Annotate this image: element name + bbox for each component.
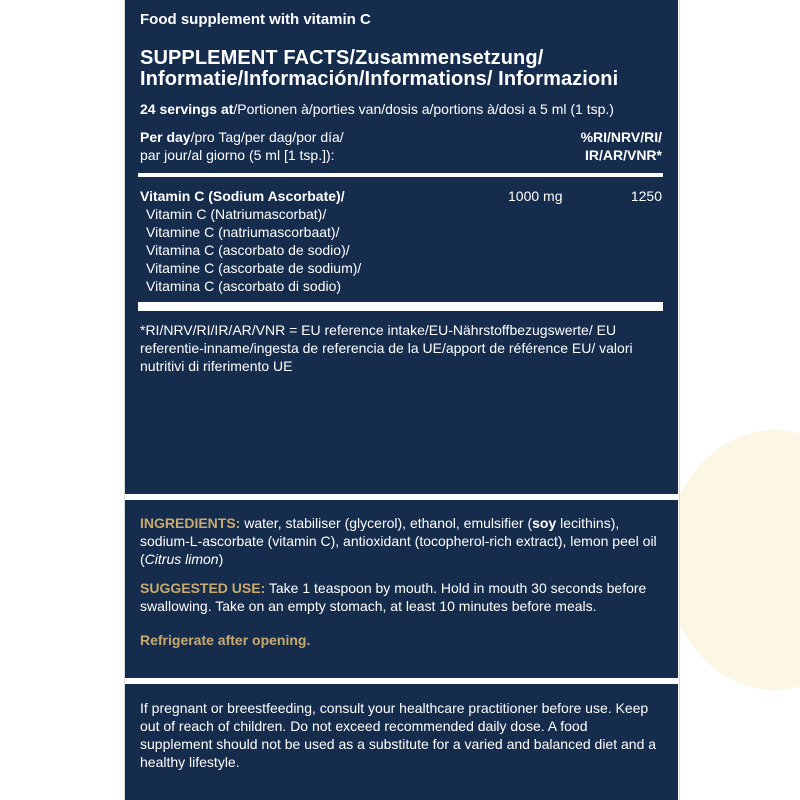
latin-name: Citrus limon <box>144 551 219 567</box>
divider-thick <box>138 302 663 311</box>
ingredients-label: INGREDIENTS: <box>140 515 241 531</box>
facts-title: SUPPLEMENT FACTS/Zusammensetzung/ Informatie/Información/Informations/ Informazioni <box>140 47 619 90</box>
per-day-bold: Per day <box>140 129 191 145</box>
allergen-soy: soy <box>532 515 557 531</box>
servings-bold: 24 servings at <box>140 101 234 117</box>
ri-header-line2: IR/AR/VNR* <box>584 147 662 163</box>
ingredients-panel <box>125 500 678 678</box>
per-day-label <box>140 128 344 164</box>
suggested-use-label: SUGGESTED USE: <box>140 580 266 596</box>
vitamin-c-translation: Vitamina C (ascorbato de sodio)/ <box>146 242 350 258</box>
suggested-use-paragraph <box>140 579 662 615</box>
per-day-line2: par jour/al giorno (5 ml [1 tsp.]): <box>140 147 335 163</box>
warning-text: If pregnant or breestfeeding, consult your healthcare practitioner before use. Keep out of reach of children. Do not exceed recommended daily dose. A food supplement should not be used as a substitute for a varied and balanced diet and a healthy lifestyle. <box>140 700 657 770</box>
reference-intake-footnote: *RI/NRV/RI/IR/AR/VNR = EU reference intake/EU-Nährstoffbezugswerte/ EU referentie-inname/ingesta de referencia de la UE/apport de référence EU/ valori nutritivi di riferimento UE <box>140 322 633 374</box>
vitamin-c-percent: 1250 <box>630 188 662 204</box>
vitamin-c-translation: Vitamin C (Natriumascorbat)/ <box>146 206 327 222</box>
suggested-use-text: Take 1 teaspoon by mouth. Hold in mouth 30 seconds before swallowing. Take on an empty stomach, at least 10 minutes before meals. <box>140 580 647 614</box>
ingredients-text-3: ) <box>218 551 224 567</box>
divider-thin <box>138 173 663 177</box>
ri-header-line1: %RI/NRV/RI/ <box>580 129 662 145</box>
supplement-facts-panel <box>125 0 678 494</box>
vitamin-c-amount: 1000 mg <box>508 188 563 204</box>
vitamin-c-translation: Vitamina C (ascorbato di sodio) <box>146 278 342 294</box>
ingredients-paragraph <box>140 514 662 568</box>
vitamin-c-translation: Vitamine C (natriumascorbaat)/ <box>146 224 340 240</box>
servings-rest: /Portionen à/porties van/dosis a/portions à/dosi a 5 ml (1 tsp.) <box>233 101 614 117</box>
ingredients-text-1: water, stabiliser (glycerol), ethanol, emulsifier ( <box>240 515 533 531</box>
product-description: Food supplement with vitamin C <box>140 11 371 28</box>
servings-info <box>140 100 662 118</box>
background-watermark-right <box>665 430 800 690</box>
warning-panel <box>125 684 678 800</box>
product-label <box>124 0 680 800</box>
ri-column-header <box>581 128 662 164</box>
vitamin-c-row <box>140 187 662 295</box>
vitamin-c-name: Vitamin C (Sodium Ascorbate)/ <box>140 188 345 204</box>
refrigerate-note: Refrigerate after opening. <box>140 632 311 648</box>
per-day-header <box>140 128 662 164</box>
per-day-line1: /pro Tag/per dag/por día/ <box>190 129 344 145</box>
ingredients-text-2: lecithins), sodium-L-ascorbate (vitamin C), antioxidant (tocopherol-rich extract), lemon peel oil ( <box>140 515 657 567</box>
vitamin-c-translation: Vitamine C (ascorbate de sodium)/ <box>146 260 362 276</box>
